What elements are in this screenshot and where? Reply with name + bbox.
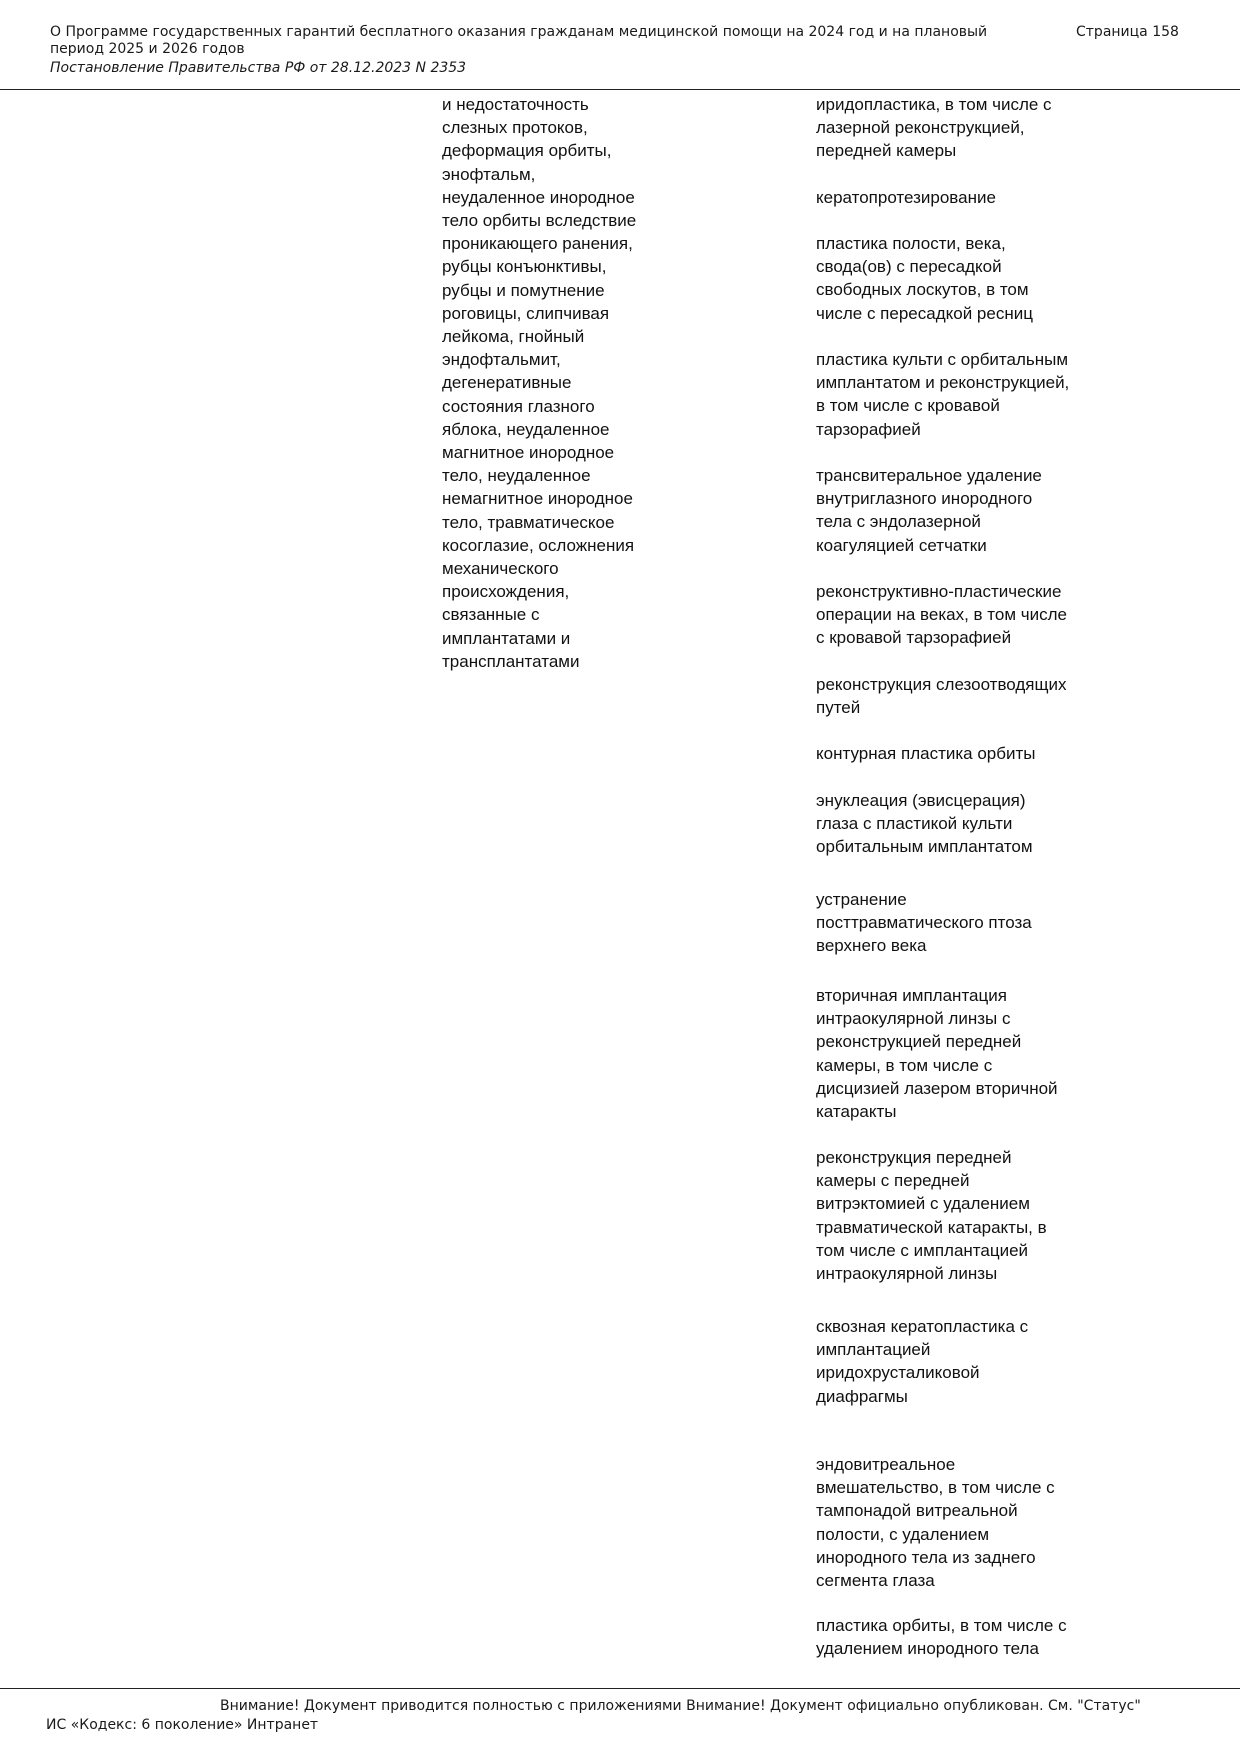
diagnosis-line: косоглазие, осложнения [442, 535, 635, 555]
treatment-method [816, 984, 1156, 1123]
page-number: Страница 158 [1076, 24, 1179, 40]
treatment-method-line: сегмента глаза [816, 1571, 935, 1591]
treatment-method-line: том числе с имплантацией [816, 1240, 1029, 1260]
treatment-method-line: пластика орбиты, в том числе с [816, 1616, 1067, 1635]
treatment-method-line: удалением инородного тела [816, 1639, 1039, 1659]
treatment-method-line: эндовитреальное [816, 1455, 956, 1474]
treatment-method-line: в том числе с кровавой [816, 396, 1000, 416]
diagnosis-line: тело орбиты вследствие [442, 211, 637, 231]
diagnosis-line: трансплантатами [442, 651, 580, 671]
treatment-method-line: диафрагмы [816, 1386, 908, 1406]
diagnosis-line: механического [442, 559, 559, 579]
treatment-method [816, 1614, 1156, 1660]
footer-divider [0, 1688, 1240, 1689]
treatment-method-line: вмешательство, в том числе с [816, 1478, 1055, 1498]
treatment-method-line: пластика культи с орбитальным [816, 350, 1069, 369]
treatment-method-line: орбитальным имплантатом [816, 837, 1033, 857]
diagnosis-line: немагнитное инородное [442, 489, 633, 509]
diagnosis-line: имплантатами и [442, 628, 571, 648]
treatment-method-line: катаракты [816, 1102, 897, 1122]
treatment-method-line: посттравматического птоза [816, 913, 1032, 933]
treatment-method [816, 348, 1156, 441]
document-title-line-1: О Программе государственных гарантий бесплатного оказания гражданам медицинской помощи на 2024 год и на плановый [50, 24, 988, 40]
header-divider [0, 89, 1240, 90]
treatment-method [816, 1146, 1156, 1285]
footer-system-label: ИС «Кодекс: 6 поколение» Интранет [46, 1717, 319, 1733]
diagnosis-line: неудаленное инородное [442, 187, 635, 207]
treatment-method-line: трансвитеральное удаление [816, 466, 1042, 485]
treatment-method-line: устранение [816, 890, 907, 909]
treatment-method-line: сквозная кератопластика с [816, 1317, 1029, 1336]
treatment-method [816, 464, 1156, 557]
diagnosis-line: энофтальм, [442, 164, 536, 184]
treatment-method-line: лазерной реконструкцией, [816, 118, 1025, 138]
diagnosis-line: проникающего ранения, [442, 234, 633, 254]
treatment-method-line: глаза с пластикой культи [816, 814, 1013, 834]
treatment-method-line: реконструктивно-пластические [816, 582, 1062, 601]
treatment-method [816, 789, 1156, 859]
treatment-method-line: иридопластика, в том числе с [816, 95, 1052, 114]
treatment-method-line: контурная пластика орбиты [816, 744, 1036, 763]
treatment-method [816, 186, 1156, 209]
treatment-method-line: вторичная имплантация [816, 986, 1007, 1005]
treatment-method-line: тарзорафией [816, 419, 921, 439]
treatment-method-line: коагуляцией сетчатки [816, 535, 987, 555]
diagnosis-line: происхождения, [442, 582, 570, 602]
treatment-method-line: имплантацией [816, 1340, 931, 1360]
treatment-method [816, 580, 1156, 650]
diagnosis-column [442, 93, 692, 673]
treatment-method-line: тела с эндолазерной [816, 512, 981, 532]
treatment-method-line: реконструкцией передней [816, 1032, 1022, 1052]
diagnosis-line: роговицы, слипчивая [442, 303, 610, 323]
treatment-method-line: кератопротезирование [816, 188, 996, 207]
treatment-method [816, 93, 1156, 163]
treatment-method [816, 1315, 1156, 1408]
treatment-method-line: травматической катаракты, в [816, 1217, 1047, 1237]
document-title [50, 24, 1040, 58]
treatment-method-line: внутриглазного инородного [816, 489, 1033, 509]
diagnosis-line: и недостаточность [442, 95, 589, 114]
diagnosis-line: слезных протоков, [442, 118, 588, 138]
diagnosis-line: деформация орбиты, [442, 141, 612, 161]
treatment-method-line: тампонадой витреальной [816, 1501, 1018, 1521]
diagnosis-line: эндофтальмит, [442, 350, 561, 370]
treatment-method-line: операции на веках, в том числе [816, 605, 1067, 625]
treatment-method-line: путей [816, 698, 861, 718]
footer-notice: Внимание! Документ приводится полностью с приложениями Внимание! Документ официально опубликован. См. "Статус" [220, 1698, 1141, 1714]
document-subtitle: Постановление Правительства РФ от 28.12.2023 N 2353 [50, 60, 467, 76]
treatment-method-line: свода(ов) с пересадкой [816, 257, 1002, 277]
treatment-method [816, 673, 1156, 719]
diagnosis-line: состояния глазного [442, 396, 595, 416]
document-title-line-2: период 2025 и 2026 годов [50, 41, 245, 57]
treatment-method-line: камеры, в том числе с [816, 1055, 993, 1075]
diagnosis-line: дегенеративные [442, 373, 572, 393]
treatment-method-line: дисцизией лазером вторичной [816, 1078, 1058, 1098]
diagnosis-line: связанные с [442, 605, 540, 625]
treatment-method-line: с кровавой тарзорафией [816, 628, 1012, 648]
treatment-method-line: реконструкция передней [816, 1148, 1012, 1167]
diagnosis-line: лейкома, гнойный [442, 327, 585, 347]
diagnosis-line: магнитное инородное [442, 443, 615, 463]
diagnosis-line: тело, неудаленное [442, 466, 591, 486]
treatment-method-line: пластика полости, века, [816, 234, 1006, 253]
treatment-method [816, 888, 1156, 958]
diagnosis-line: рубцы конъюнктивы, [442, 257, 607, 277]
treatment-method-line: свободных лоскутов, в том [816, 280, 1029, 300]
treatment-method-line: реконструкция слезоотводящих [816, 675, 1067, 694]
treatment-method-line: камеры с передней [816, 1171, 970, 1191]
treatment-method-line: инородного тела из заднего [816, 1547, 1036, 1567]
diagnosis-line: тело, травматическое [442, 512, 615, 532]
treatment-method-line: иридохрусталиковой [816, 1363, 980, 1383]
treatment-method-line: интраокулярной линзы с [816, 1009, 1011, 1029]
treatment-method [816, 1453, 1156, 1592]
treatment-method [816, 742, 1156, 765]
diagnosis-line: рубцы и помутнение [442, 280, 605, 300]
treatment-method-line: числе с пересадкой ресниц [816, 303, 1033, 323]
treatment-method-line: имплантатом и реконструкцией, [816, 373, 1070, 393]
treatment-method-line: интраокулярной линзы [816, 1264, 998, 1284]
treatment-method-line: энуклеация (эвисцерация) [816, 791, 1026, 810]
treatment-method [816, 232, 1156, 325]
treatment-method-line: полости, с удалением [816, 1524, 990, 1544]
treatment-method-line: передней камеры [816, 141, 957, 161]
treatment-method-line: верхнего века [816, 936, 927, 956]
diagnosis-line: яблока, неудаленное [442, 419, 610, 439]
treatment-method-line: витрэктомией с удалением [816, 1194, 1030, 1214]
page-header [50, 24, 1180, 84]
